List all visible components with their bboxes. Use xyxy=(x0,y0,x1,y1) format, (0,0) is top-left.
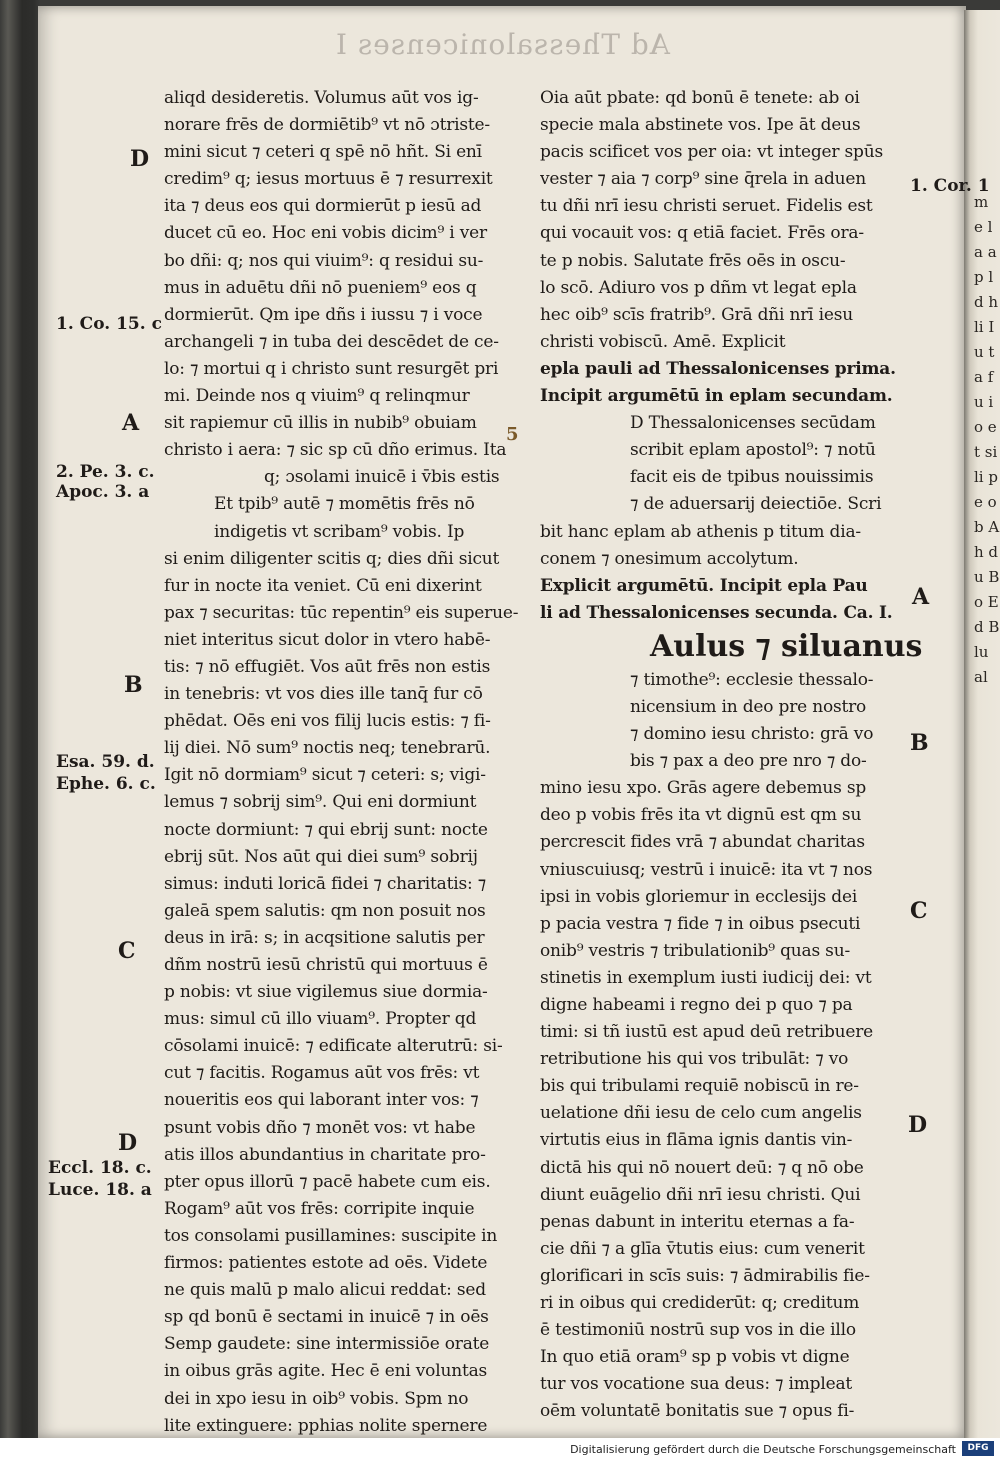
text-line: tis: ⁊ nō effugiēt. Vos aūt frēs non estis xyxy=(164,656,491,677)
text-line: niet interitus sicut dolor in vtero habē- xyxy=(164,629,491,650)
text-line: psunt vobis dño ⁊ monēt vos: vt habe xyxy=(164,1117,476,1138)
text-line: Explicit argumētū. Incipit epla Pau xyxy=(540,575,868,596)
text-line: mino iesu xpo. Grās agere debemus sp xyxy=(540,778,867,799)
text-line: mus in aduētu dñi nō pueniem⁹ eos q xyxy=(164,277,477,298)
margin-ref-1cor: 1. Co. 15. c xyxy=(56,314,162,334)
margin-ref-2pe: 2. Pe. 3. c. xyxy=(56,462,155,482)
text-line: cut ⁊ facitis. Rogamus aūt vos frēs: vt xyxy=(164,1063,480,1084)
text-line: bit hanc eplam ab athenis p titum dia- xyxy=(540,521,861,542)
text-line: virtutis eius in flāma ignis dantis vin- xyxy=(540,1130,853,1151)
text-line: atis illos abundantius in charitate pro- xyxy=(164,1144,486,1165)
text-line: In quo etiā oram⁹ sp p vobis vt digne xyxy=(540,1347,850,1368)
text-line: mus: simul cū illo viuam⁹. Propter qd xyxy=(164,1009,477,1030)
text-line: facit eis de tpibus nouissimis xyxy=(630,467,874,488)
text-line: vester ⁊ aia ⁊ corp⁹ sine q̄rela in aduen xyxy=(540,169,866,190)
text-line: deo p vobis frēs ita vt dignū est qm su xyxy=(540,805,862,826)
text-line: sp qd bonū ē sectami in inuicē ⁊ in oēs xyxy=(164,1307,489,1328)
text-line: scribit eplam apostol⁹: ⁊ notū xyxy=(630,440,876,461)
text-line: dictā his qui nō nouert deū: ⁊ q nō obe xyxy=(540,1157,864,1178)
margin-letter-d2: D xyxy=(118,1130,138,1156)
footer-credit: Digitalisierung gefördert durch die Deutsche Forschungsgemeinschaft xyxy=(570,1443,956,1456)
text-line: nicensium in deo pre nostro xyxy=(630,696,867,717)
margin-ref-apoc: Apoc. 3. a xyxy=(56,482,150,502)
text-line: q; ɔsolami inuicē i v̄bis estis xyxy=(264,467,500,488)
text-line: pacis scificet vos per oia: vt integer spūs xyxy=(540,142,883,163)
text-line: ri in oibus qui crediderūt: q; creditum xyxy=(540,1293,860,1314)
text-line: christi vobiscū. Amē. Explicit xyxy=(540,331,786,352)
text-line: stinetis in exemplum iusti iudicij dei: vt xyxy=(540,967,872,988)
epistle-ending xyxy=(540,85,900,410)
text-line: pter opus illorū ⁊ pacē habete cum eis. xyxy=(164,1171,491,1192)
text-line: Oia aūt pbate: qd bonū ē tenete: ab oi xyxy=(540,88,860,108)
text-line: in oibus grās agite. Hec ē eni voluntas xyxy=(164,1361,488,1382)
text-line: tur vos vocatione sua deus: ⁊ impleat xyxy=(540,1374,853,1395)
text-line: Incipit argumētū in eplam secundam. xyxy=(540,386,893,407)
text-line: credim⁹ q; iesus mortuus ē ⁊ resurrexit xyxy=(164,169,493,190)
text-line: Rogam⁹ aūt vos frēs: corripite inquie xyxy=(164,1198,475,1219)
margin-letter-c-right: C xyxy=(910,898,928,924)
text-line: lite extinguere: pphias nolite spernere xyxy=(164,1415,488,1436)
chapter-body xyxy=(540,667,900,1426)
text-line: specie mala abstinete vos. Ipe āt deus xyxy=(540,115,861,136)
text-line: noueritis eos qui laborant inter vos: ⁊ xyxy=(164,1090,479,1111)
margin-letter-a: A xyxy=(122,410,140,436)
text-line: simus: induti loricā fidei ⁊ charitatis: ⁊ xyxy=(164,873,486,894)
text-line: firmos: patientes estote ad oēs. Videte xyxy=(164,1253,488,1274)
text-line: dormierūt. Qm ipe dñs i iussu ⁊ i voce xyxy=(164,304,483,325)
text-line: ebrij sūt. Nos aūt qui diei sum⁹ sobrij xyxy=(164,846,478,867)
text-line: mi. Deinde nos q viuim⁹ q relinqmur xyxy=(164,386,470,407)
margin-letter-b: B xyxy=(124,672,143,698)
margin-letter-c: C xyxy=(118,938,136,964)
text-line: ⁊ de aduersarij deiectiōe. Scri xyxy=(630,494,882,515)
text-line: pax ⁊ securitas: tūc repentin⁹ eis superue- xyxy=(164,602,519,623)
margin-ref-1cor-right: 1. Cor. 1 xyxy=(910,176,990,196)
text-line: nocte dormiunt: ⁊ qui ebrij sunt: nocte xyxy=(164,819,488,840)
text-line: Semp gaudete: sine intermissiōe orate xyxy=(164,1334,490,1355)
text-line: retributione his qui vos tribulāt: ⁊ vo xyxy=(540,1049,849,1070)
text-line: onib⁹ vestris ⁊ tribulationib⁹ quas su- xyxy=(540,940,850,961)
text-line: lo scō. Adiuro vos p dñm vt legat epla xyxy=(540,277,857,298)
text-line: lij diei. Nō sum⁹ noctis neq; tenebrarū. xyxy=(164,738,491,759)
margin-letter-a-right: A xyxy=(912,584,930,610)
text-line: percrescit fides vrā ⁊ abundat charitas xyxy=(540,832,865,853)
text-line: uelatione dñi iesu de celo cum angelis xyxy=(540,1103,862,1124)
text-line: p pacia vestra ⁊ fide ⁊ in oibus psecuti xyxy=(540,913,861,934)
dfg-logo: DFG xyxy=(962,1441,994,1456)
margin-letter-d: D xyxy=(130,146,150,172)
text-line: ducet cū eo. Hoc eni vobis dicim⁹ i ver xyxy=(164,223,487,244)
text-line: digne habeami i regno dei p quo ⁊ pa xyxy=(540,995,853,1015)
text-line: ipsi in vobis gloriemur in ecclesijs dei xyxy=(540,886,858,907)
text-line: tos consolami pusillamines: suscipite in xyxy=(164,1225,498,1246)
text-line: lo: ⁊ mortui q i christo sunt resurgēt pri xyxy=(164,358,499,379)
text-line: li ad Thessalonicenses secunda. Ca. I. xyxy=(540,602,893,623)
text-line: vniuscuiusq; vestrū i inuicē: ita vt ⁊ nos xyxy=(540,859,873,880)
text-line: D Thessalonicenses secūdam xyxy=(630,413,876,434)
text-line: ⁊ domino iesu christo: grā vo xyxy=(630,724,874,745)
text-line: bis ⁊ pax a deo pre nro ⁊ do- xyxy=(630,751,867,772)
text-line: christo i aera: ⁊ sic sp cū dño erimus. Ita xyxy=(164,440,507,461)
text-line: Et tpib⁹ autē ⁊ momētis frēs nō xyxy=(214,494,475,515)
text-line: diunt euāgelio dñi nrī iesu christi. Qui xyxy=(540,1184,861,1205)
text-line: hec oib⁹ scīs fratrib⁹. Grā dñi nrī iesu xyxy=(540,304,853,325)
text-line: cōsolami inuicē: ⁊ edificate alterutrū: si- xyxy=(164,1036,503,1057)
text-line: conem ⁊ onesimum accolytum. xyxy=(540,548,799,569)
right-text-column xyxy=(540,85,923,1426)
text-line: p nobis: vt siue vigilemus siue dormia- xyxy=(164,982,488,1003)
text-line: lemus ⁊ sobrij sim⁹. Qui eni dormiunt xyxy=(164,792,477,813)
running-head: Ad Thessalonicenses I xyxy=(334,28,670,61)
margin-ref-ephe: Ephe. 6. c. xyxy=(56,774,156,794)
text-line: archangeli ⁊ in tuba dei descēdet de ce- xyxy=(164,331,499,352)
text-line: oēm voluntatē bonitatis sue ⁊ opus fi- xyxy=(540,1401,855,1422)
text-line: galeā spem salutis: qm non posuit nos xyxy=(164,900,486,921)
text-line: si enim diligenter scitis q; dies dñi sicut xyxy=(164,548,500,569)
text-line: timi: si tñ iustū est apud deū retribuere xyxy=(540,1022,874,1043)
text-line: tu dñi nrī iesu christi seruet. Fidelis est xyxy=(540,196,873,217)
margin-letter-d-right: D xyxy=(908,1112,928,1138)
text-line: indigetis vt scribam⁹ vobis. Ip xyxy=(214,521,465,542)
text-line: dñm nostrū iesū christū qui mortuus ē xyxy=(164,955,488,975)
text-line: mini sicut ⁊ ceteri q spē nō hñt. Si enī xyxy=(164,142,482,163)
text-line: dei in xpo iesu in oib⁹ vobis. Spm no xyxy=(164,1388,469,1409)
marginal-number: 5 xyxy=(506,424,519,445)
margin-letter-b-right: B xyxy=(910,730,929,756)
text-line: norare frēs de dormiētib⁹ vt nō ɔtriste- xyxy=(164,115,490,136)
text-line: penas dabunt in interitu eternas a fa- xyxy=(540,1211,855,1232)
text-line: ne quis malū p malo alicui reddat: sed xyxy=(164,1280,486,1301)
text-line: bo dñi: q; nos qui viuim⁹: q residui su- xyxy=(164,250,484,271)
text-line: ⁊ timothe⁹: ecclesie thessalo- xyxy=(630,669,874,690)
text-line: phēdat. Oēs eni vos filij lucis estis: ⁊ fi- xyxy=(164,711,491,732)
text-line: ita ⁊ deus eos qui dormierūt p iesū ad xyxy=(164,196,482,217)
text-line: aliqd desideretis. Volumus aūt vos ig- xyxy=(164,88,479,108)
text-line: in tenebris: vt vos dies ille tanq̄ fur cō xyxy=(164,684,483,705)
text-line: qui vocauit vos: q etiā faciet. Frēs ora- xyxy=(540,223,864,244)
text-line: deus in irā: s; in acqsitione salutis per xyxy=(164,927,485,948)
margin-ref-eccl: Eccl. 18. c. xyxy=(48,1158,152,1178)
text-line: fur in nocte ita veniet. Cū eni dixerint xyxy=(164,575,482,596)
text-line: epla pauli ad Thessalonicenses prima. xyxy=(540,358,896,379)
left-text-column xyxy=(164,85,524,1440)
text-line: glorificari in scīs suis: ⁊ ādmirabilis fie- xyxy=(540,1265,870,1286)
margin-ref-luce: Luce. 18. a xyxy=(48,1180,152,1200)
chapter-incipit: Aulus ⁊ siluanus xyxy=(650,628,923,664)
text-line: cie dñi ⁊ a glīa v̄tutis eius: cum venerit xyxy=(540,1238,865,1259)
argument-section xyxy=(540,410,900,627)
text-line: sit rapiemur cū illis in nubib⁹ obuiam xyxy=(164,413,477,434)
margin-ref-esa: Esa. 59. d. xyxy=(56,752,155,772)
next-page-text: m e la ap l d h li Iu ta fu io et si li pe ob Ah du Bo E d B lu al xyxy=(974,193,1000,686)
text-line: te p nobis. Salutate frēs oēs in oscu- xyxy=(540,250,846,271)
text-line: Igit nō dormiam⁹ sicut ⁊ ceteri: s; vigi- xyxy=(164,765,486,786)
text-line: ē testimoniū nostrū sup vos in die illo xyxy=(540,1320,856,1341)
text-line: bis qui tribulami requiē nobiscū in re- xyxy=(540,1076,859,1097)
